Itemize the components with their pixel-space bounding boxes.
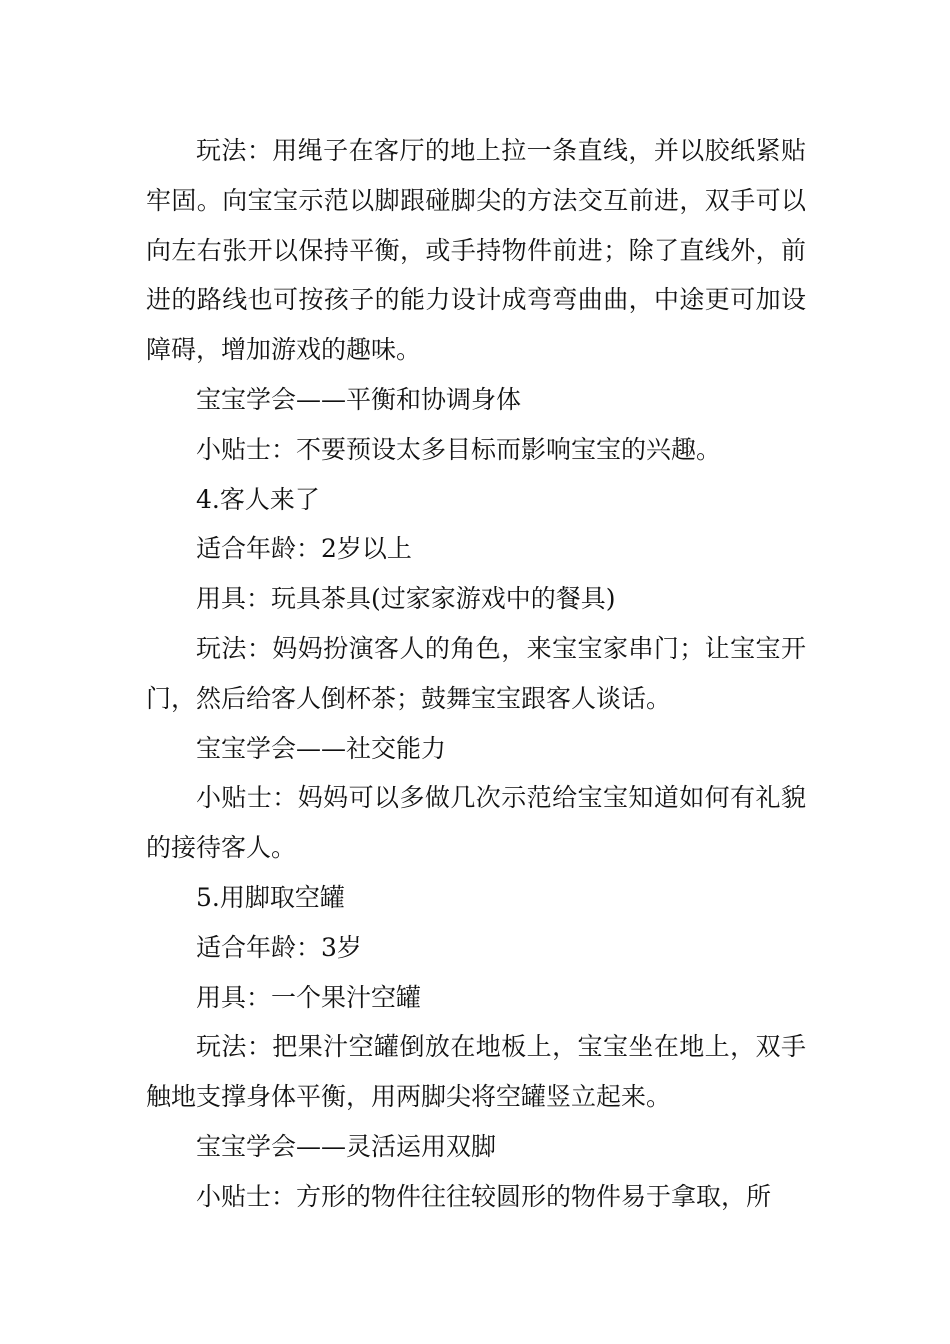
paragraph-tip-shapes: 小贴士：方形的物件往往较圆形的物件易于拿取，所 — [196, 1181, 772, 1211]
paragraph-tools-can: 用具：一个果汁空罐 — [196, 982, 422, 1012]
paragraph-tip-interest: 小贴士：不要预设太多目标而影响宝宝的兴趣。 — [196, 434, 722, 464]
paragraph-age-can: 适合年龄：3岁 — [196, 932, 362, 962]
paragraph-play-method-balance: 玩法：用绳子在客厅的地上拉一条直线，并以胶纸紧贴牢固。向宝宝示范以脚跟碰脚尖的方法交互前进，双手可以向左右张开以保持平衡，或手持物件前进；除了直线外，前进的路线也可按孩子的能力设计成弯弯曲曲，中途更可加设障碍，增加游戏的趣味。 — [146, 136, 806, 365]
paragraph-learning-social: 宝宝学会——社交能力 — [196, 733, 447, 763]
section-heading-can: 5.用脚取空罐 — [196, 882, 345, 912]
section-heading-guest: 4.客人来了 — [196, 484, 320, 514]
paragraph-learning-balance: 宝宝学会——平衡和协调身体 — [196, 384, 522, 414]
paragraph-tools-guest: 用具：玩具茶具(过家家游戏中的餐具) — [196, 584, 616, 614]
paragraph-age-guest: 适合年龄：2岁以上 — [196, 534, 412, 564]
paragraph-tip-manners: 小贴士：妈妈可以多做几次示范给宝宝知道如何有礼貌的接待客人。 — [146, 783, 806, 863]
paragraph-play-method-can: 玩法：把果汁空罐倒放在地板上，宝宝坐在地上，双手触地支撑身体平衡，用两脚尖将空罐竖立起来。 — [146, 1032, 806, 1112]
paragraph-play-method-guest: 玩法：妈妈扮演客人的角色，来宝宝家串门；让宝宝开门，然后给客人倒杯茶；鼓舞宝宝跟客人谈话。 — [146, 633, 806, 713]
paragraph-learning-feet: 宝宝学会——灵活运用双脚 — [196, 1131, 497, 1161]
document-body — [146, 126, 806, 1222]
